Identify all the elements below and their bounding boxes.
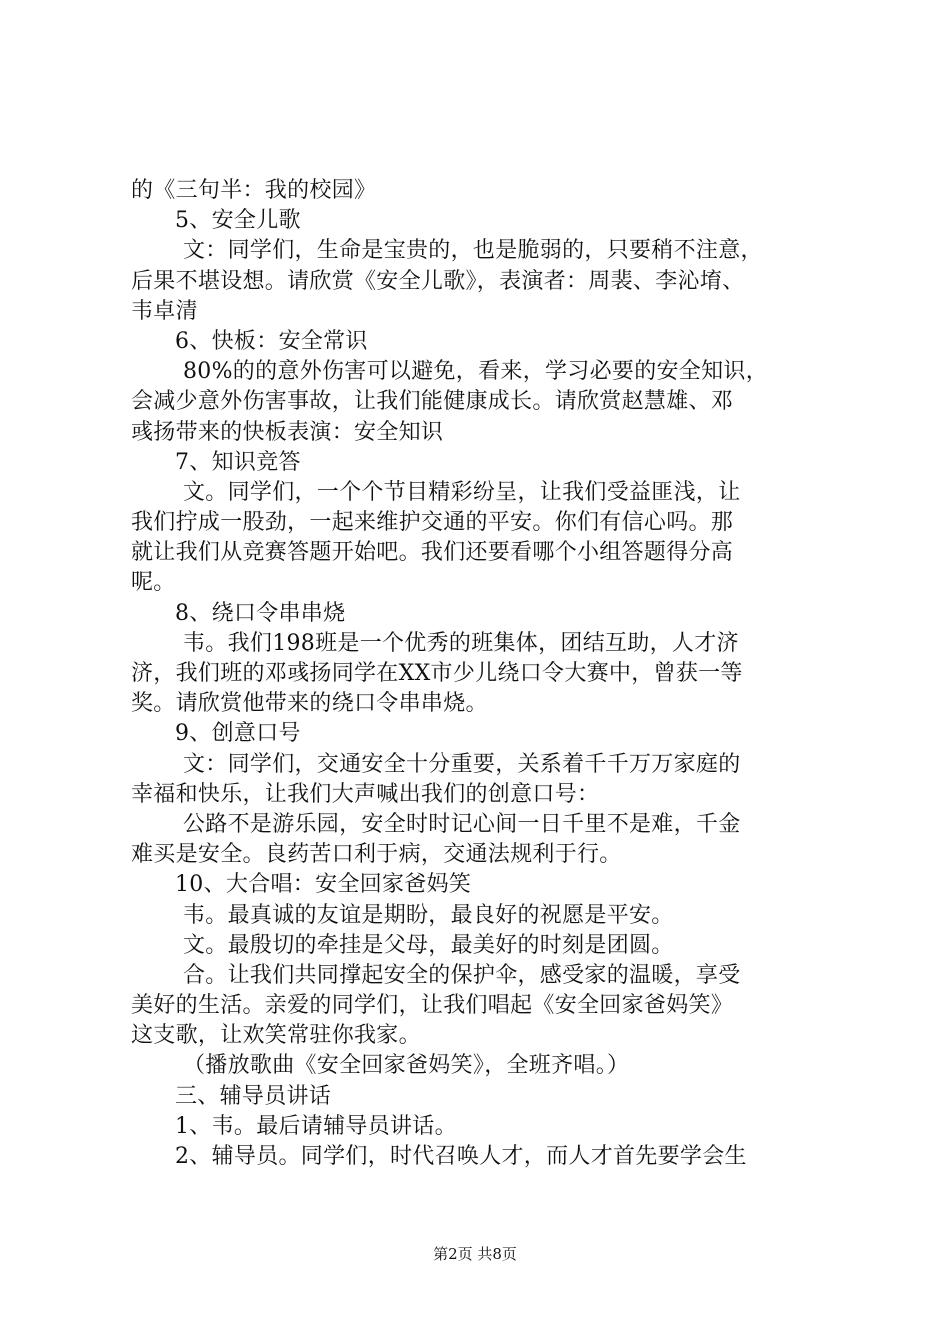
- text-line: 文：同学们，生命是宝贵的，也是脆弱的，只要稍不注意，: [183, 238, 763, 264]
- page-footer: 第2页 共8页: [433, 1245, 517, 1263]
- text-line: 幸福和快乐，让我们大声喊出我们的创意口号：: [131, 781, 600, 807]
- document-body: [131, 176, 836, 1172]
- text-line: 美好的生活。亲爱的同学们，让我们唱起《安全回家爸妈笑》: [131, 993, 734, 1019]
- text-line: 后果不堪设想。请欣赏《安全儿歌》，表演者：周裴、李沁堉、: [131, 268, 745, 294]
- text-line: 文。最殷切的牵挂是父母，最美好的时刻是团圆。: [183, 932, 674, 958]
- text-line: 文：同学们，交通安全十分重要，关系着千千万万家庭的: [183, 751, 741, 777]
- text-line: 就让我们从竞赛答题开始吧。我们还要看哪个小组答题得分高: [131, 540, 734, 566]
- text-line: 会减少意外伤害事故，让我们能健康成长。请欣赏赵慧雄、邓: [131, 389, 734, 415]
- section-heading: 1、韦。最后请辅导员讲话。: [175, 1113, 457, 1139]
- section-heading: 2、辅导员。同学们，时代召唤人才，而人才首先要学会生: [175, 1144, 747, 1169]
- section-heading: 9、创意口号: [175, 721, 301, 747]
- text-line: 呢。: [131, 570, 176, 596]
- section-heading: 5、安全儿歌: [175, 208, 301, 234]
- text-line: 合。让我们共同撑起安全的保护伞，感受家的温暖，享受: [183, 962, 741, 988]
- section-heading: 10、大合唱：安全回家爸妈笑: [175, 872, 472, 898]
- text-line: 公路不是游乐园，安全时时记心间一日千里不是难，千金: [183, 811, 741, 837]
- section-heading: 7、知识竞答: [175, 449, 301, 475]
- text-line: 文。同学们，一个个节目精彩纷呈，让我们受益匪浅，让: [183, 479, 741, 505]
- section-heading: 6、快板：安全常识: [175, 328, 368, 354]
- text-line: 奖。请欣赏他带来的绕口令串串烧。: [131, 691, 488, 717]
- text-line: 难买是安全。良药苦口利于病，交通法规利于行。: [131, 842, 622, 868]
- section-heading: 8、绕口令串串烧: [175, 600, 346, 626]
- text-line: 的《三句半：我的校园》: [131, 178, 377, 203]
- text-line: 韦。最真诚的友谊是期盼，最良好的祝愿是平安。: [183, 902, 674, 928]
- section-heading: 三、辅导员讲话: [175, 1083, 332, 1109]
- text-line: 这支歌，让欢笑常驻你我家。: [131, 1023, 421, 1049]
- text-line: 济，我们班的邓彧扬同学在XX市少儿绕口令大赛中，曾获一等: [131, 661, 743, 686]
- text-line: 我们拧成一股劲，一起来维护交通的平安。你们有信心吗。那: [131, 510, 734, 536]
- text-line: 韦。我们198班是一个优秀的班集体，团结互助，人才济: [183, 630, 739, 656]
- text-line: （播放歌曲《安全回家爸妈笑》，全班齐唱。）: [183, 1053, 630, 1079]
- text-line: 韦卓清: [131, 298, 198, 324]
- text-line: 80%的的意外伤害可以避免，看来，学习必要的安全知识，: [183, 359, 768, 385]
- text-line: 彧扬带来的快板表演：安全知识: [131, 419, 444, 445]
